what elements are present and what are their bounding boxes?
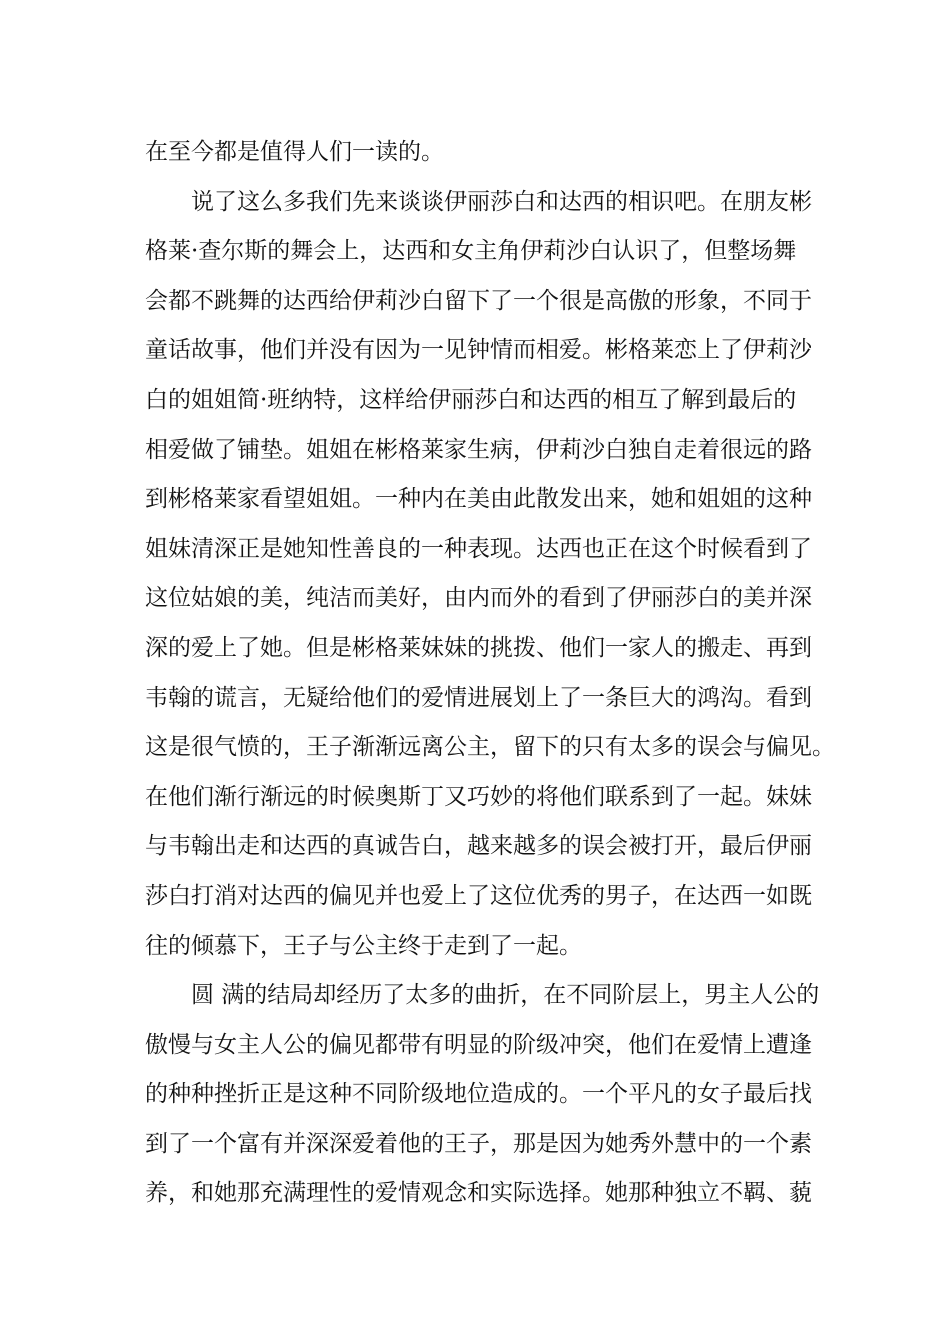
text-line-16: 莎白打消对达西的偏见并也爱上了这位优秀的男子，在达西一如既 — [145, 882, 812, 909]
text-line-21: 到了一个富有并深深爱着他的王子，那是因为她秀外慧中的一个素 — [145, 1130, 812, 1157]
text-line-11: 深的爱上了她。但是彬格莱妹妹的挑拨、他们一家人的搬走、再到 — [145, 634, 812, 661]
text-line-10: 这位姑娘的美，纯洁而美好，由内而外的看到了伊丽莎白的美并深 — [145, 585, 812, 612]
paragraph-start-line: 说了这么多我们先来谈谈伊丽莎白和达西的相识吧。在朋友彬 — [191, 188, 812, 215]
body-text — [145, 128, 835, 1219]
text-line-14: 在他们渐行渐远的时候奥斯丁又巧妙的将他们联系到了一起。妹妹 — [145, 783, 812, 810]
text-line-20: 的种种挫折正是这种不同阶级地位造成的。一个平凡的女子最后找 — [145, 1081, 812, 1108]
text-line-4: 会都不跳舞的达西给伊莉沙白留下了一个很是高傲的形象，不同于 — [145, 287, 812, 314]
text-line-12: 韦翰的谎言，无疑给他们的爱情进展划上了一条巨大的鸿沟。看到 — [145, 684, 812, 711]
text-line-15: 与韦翰出走和达西的真诚告白，越来越多的误会被打开，最后伊丽 — [145, 833, 812, 860]
paragraph-start-line: 圆 满的结局却经历了太多的曲折，在不同阶层上，男主人公的 — [191, 982, 820, 1009]
text-line-19: 傲慢与女主人公的偏见都带有明显的阶级冲突，他们在爱情上遭逢 — [145, 1031, 812, 1058]
text-line-3: 格莱·查尔斯的舞会上，达西和女主角伊莉沙白认识了，但整场舞 — [145, 238, 797, 265]
text-line-17: 往的倾慕下，王子与公主终于走到了一起。 — [145, 932, 582, 959]
text-line-22: 养，和她那充满理性的爱情观念和实际选择。她那种独立不羁、藐 — [145, 1180, 812, 1207]
text-line-8: 到彬格莱家看望姐姐。一种内在美由此散发出来，她和姐姐的这种 — [145, 486, 812, 513]
text-line-1: 在至今都是值得人们一读的。 — [145, 139, 444, 165]
text-line-5: 童话故事，他们并没有因为一见钟情而相爱。彬格莱恋上了伊莉沙 — [145, 337, 812, 364]
text-line-9: 姐妹清深正是她知性善良的一种表现。达西也正在这个时候看到了 — [145, 535, 812, 562]
text-line-7: 相爱做了铺垫。姐姐在彬格莱家生病，伊莉沙白独自走着很远的路 — [145, 436, 812, 463]
text-line-6: 白的姐姐简·班纳特，这样给伊丽莎白和达西的相互了解到最后的 — [145, 386, 797, 413]
text-line-13: 这是很气愤的，王子渐渐远离公主，留下的只有太多的误会与偏见。 — [145, 734, 835, 761]
